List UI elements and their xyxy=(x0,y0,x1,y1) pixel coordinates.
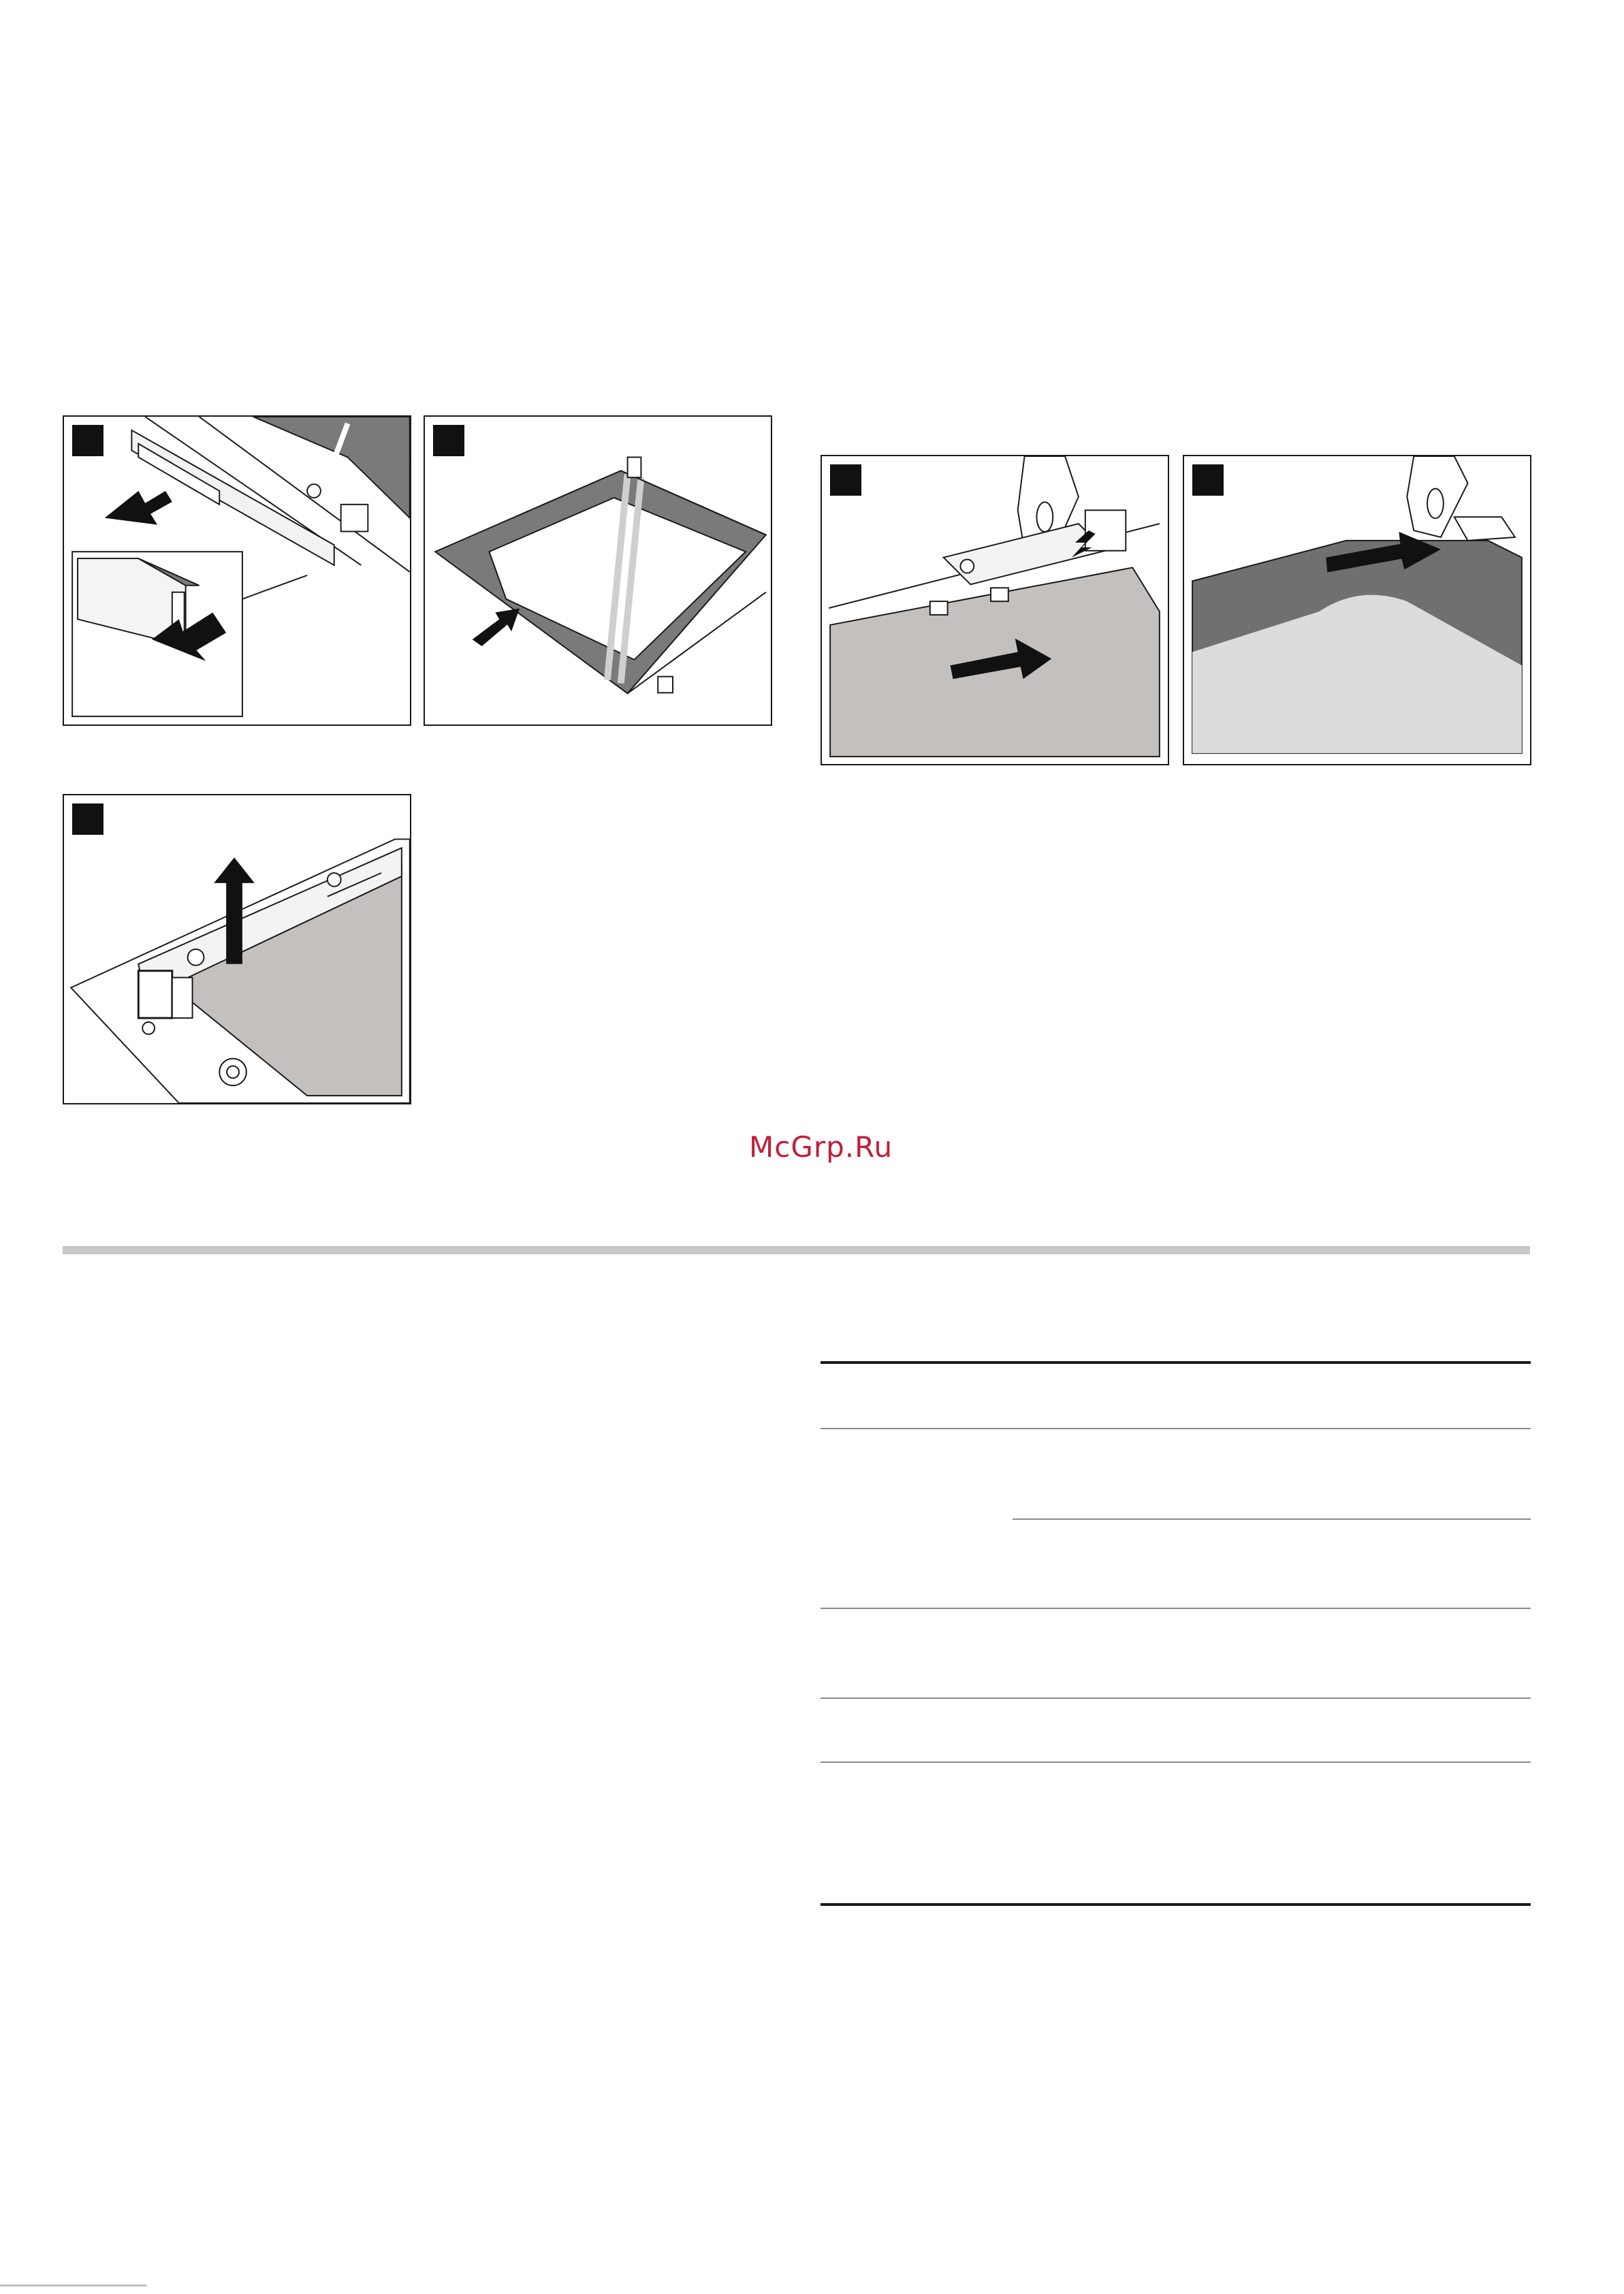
step-badge xyxy=(1192,464,1224,496)
watermark: McGrp.Ru xyxy=(749,1130,893,1164)
table-top-rule xyxy=(821,1361,1531,1364)
glass-push-under-clip-illustration xyxy=(1184,456,1530,764)
hinge-bracket-lift-illustration xyxy=(64,795,410,1103)
step-badge xyxy=(72,425,104,456)
table-row-rule xyxy=(1013,1518,1531,1520)
figure-glass-pane-removal xyxy=(424,415,772,726)
table-row-rule xyxy=(821,1698,1531,1699)
figure-glass-push-under-clip xyxy=(1183,455,1531,765)
table-bottom-rule xyxy=(821,1903,1531,1906)
table-row-rule xyxy=(821,1428,1531,1429)
step-badge xyxy=(433,425,464,456)
figure-hinge-bracket-lift xyxy=(63,794,411,1104)
step-badge xyxy=(830,464,861,496)
glass-pane-removal-illustration xyxy=(425,417,771,724)
glass-slide-in-illustration xyxy=(822,456,1168,764)
footer-line xyxy=(0,2284,146,2287)
step-badge xyxy=(72,803,104,835)
figure-glass-slide-in xyxy=(821,455,1169,765)
handle-removal-illustration xyxy=(64,417,410,724)
table-row-rule xyxy=(821,1608,1531,1609)
table-row-rule xyxy=(821,1762,1531,1763)
figure-handle-removal xyxy=(63,415,411,726)
section-divider xyxy=(63,1246,1530,1254)
